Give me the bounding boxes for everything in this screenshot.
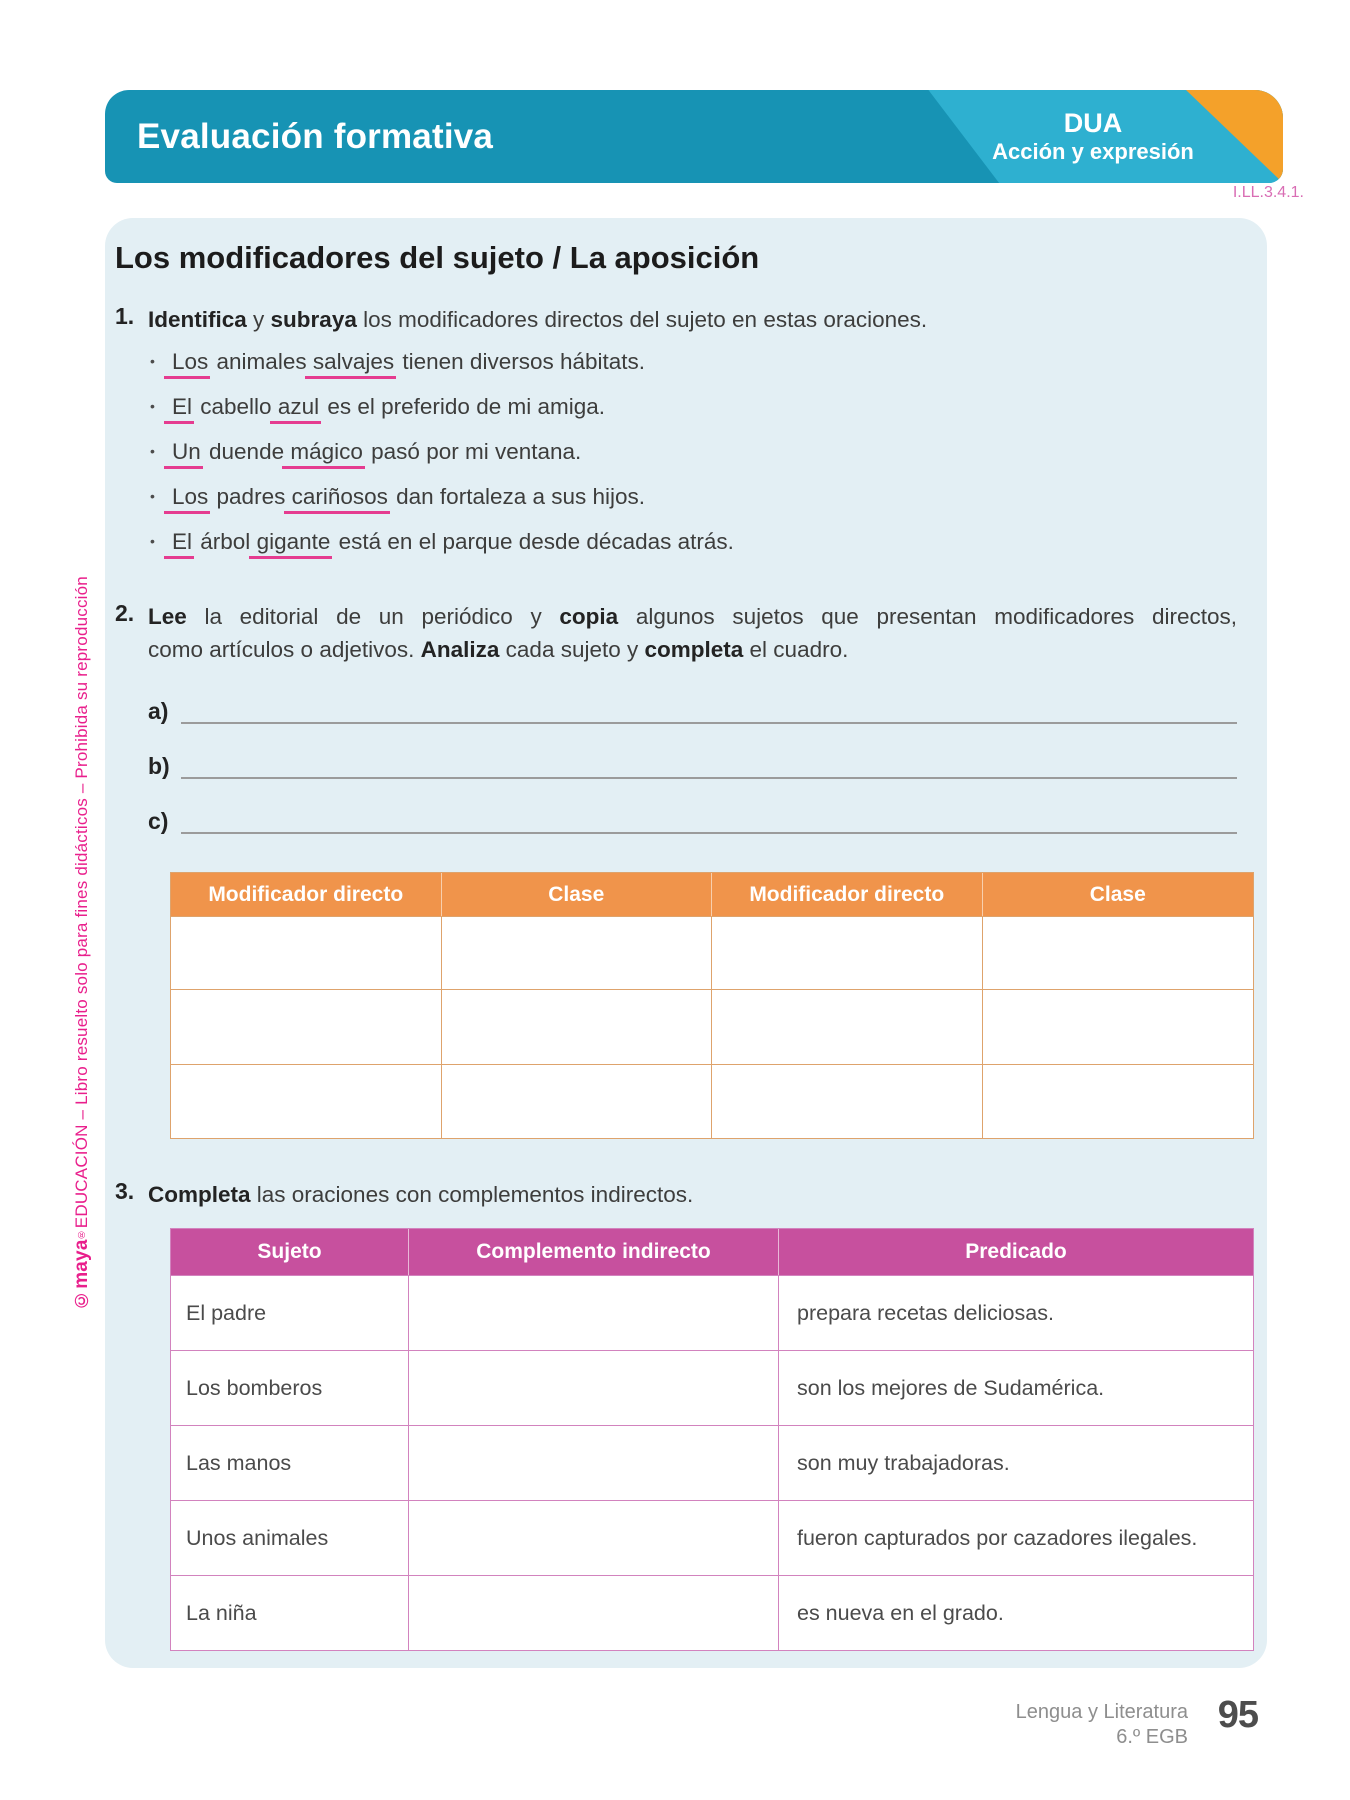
worksheet-title: Los modificadores del sujeto / La aposición (115, 240, 760, 275)
sentence-text: El cabello azul es el preferido de mi amiga. (172, 394, 605, 419)
empty-answer-cell (171, 1064, 442, 1138)
sentence-item (150, 439, 734, 464)
dua-badge (973, 108, 1213, 166)
empty-answer-cell (983, 916, 1254, 989)
sentence-text: Los animales salvajes tienen diversos hábitats. (172, 349, 645, 374)
write-line-label: b) (148, 753, 170, 779)
write-line-label: c) (148, 808, 169, 834)
table-header-cell: Modificador directo (171, 873, 442, 916)
sentence-item (150, 484, 734, 509)
sidebar-copyright (71, 460, 93, 1310)
subject-cell: La niña (171, 1575, 409, 1650)
predicate-cell: son los mejores de Sudamérica. (779, 1350, 1253, 1425)
exercise-2-number: 2. (115, 600, 135, 626)
exercise-2-stem-line2: como artículos o adjetivos. Analiza cada sujeto y completa el cuadro. (148, 637, 849, 662)
write-line-a (148, 698, 1237, 724)
subject-cell: El padre (171, 1275, 409, 1350)
dua-badge-title: DUA (1063, 107, 1123, 138)
exercise-1-stem: Identifica y subraya los modificadores directos del sujeto en estas oraciones. (148, 307, 928, 332)
sentence-item (150, 394, 734, 419)
answer-rule-line (181, 753, 1237, 779)
sentence-item (150, 529, 734, 554)
bullet-icon: • (150, 443, 155, 459)
page-number: 95 (1217, 1694, 1258, 1736)
exercise-3-number: 3. (115, 1178, 135, 1204)
table-header-cell: Complemento indirecto (409, 1229, 779, 1275)
write-line-c (148, 808, 1237, 834)
sentence-text: Los padres cariñosos dan fortaleza a sus hijos. (172, 484, 645, 509)
dua-badge-subtitle: Acción y expresión (992, 139, 1194, 165)
table-header-cell: Sujeto (171, 1229, 409, 1275)
modificadores-table (170, 872, 1254, 1139)
footer-subject: Lengua y Literatura (1015, 1701, 1188, 1723)
answer-rule-line (181, 698, 1237, 724)
empty-answer-cell (409, 1350, 779, 1425)
footer-grade: 6.º EGB (1116, 1726, 1188, 1748)
bullet-icon: • (150, 398, 155, 414)
empty-answer-cell (409, 1575, 779, 1650)
empty-answer-cell (171, 916, 442, 989)
empty-answer-cell (171, 989, 442, 1064)
registered-mark: ® (76, 1228, 87, 1240)
table-header-cell: Predicado (779, 1229, 1253, 1275)
complementos-table (170, 1228, 1254, 1651)
write-line-b (148, 753, 1237, 779)
exercise-3-stem: Completa las oraciones con complementos indirectos. (148, 1182, 694, 1207)
bullet-icon: • (150, 533, 155, 549)
subject-cell: Unos animales (171, 1500, 409, 1575)
empty-answer-cell (712, 989, 983, 1064)
banner-title: Evaluación formativa (137, 116, 494, 156)
publisher-logo: ©maya (71, 1239, 92, 1310)
table-header-cell: Clase (442, 873, 713, 916)
sentence-text: Un duende mágico pasó por mi ventana. (172, 439, 581, 464)
predicate-cell: son muy trabajadoras. (779, 1425, 1253, 1500)
subject-cell: Las manos (171, 1425, 409, 1500)
exercise-2-stem (148, 600, 1237, 666)
sentence-item (150, 349, 734, 374)
empty-answer-cell (409, 1425, 779, 1500)
empty-answer-cell (712, 1064, 983, 1138)
bullet-icon: • (150, 353, 155, 369)
empty-answer-cell (409, 1500, 779, 1575)
table-header-cell: Clase (983, 873, 1254, 916)
predicate-cell: fueron capturados por cazadores ilegales. (779, 1500, 1253, 1575)
section-banner (105, 90, 1283, 183)
subject-cell: Los bomberos (171, 1350, 409, 1425)
footer-book-info (1016, 1700, 1188, 1750)
empty-answer-cell (442, 916, 713, 989)
table-header-cell: Modificador directo (712, 873, 983, 916)
empty-answer-cell (442, 989, 713, 1064)
predicate-cell: prepara recetas deliciosas. (779, 1275, 1253, 1350)
sentence-text: El árbol gigante está en el parque desde décadas atrás. (172, 529, 734, 554)
empty-answer-cell (409, 1275, 779, 1350)
write-line-label: a) (148, 698, 169, 724)
empty-answer-cell (442, 1064, 713, 1138)
exercise-1-sentences (150, 349, 734, 574)
exercise-2-stem-line1: Lee la editorial de un periódico y copia algunos sujetos que presentan modificadores directos, (148, 604, 1238, 629)
empty-answer-cell (712, 916, 983, 989)
predicate-cell: es nueva en el grado. (779, 1575, 1253, 1650)
empty-answer-cell (983, 989, 1254, 1064)
curriculum-standard-code: I.LL.3.4.1. (1232, 184, 1304, 201)
answer-rule-line (181, 808, 1237, 834)
empty-answer-cell (983, 1064, 1254, 1138)
exercise-1-number: 1. (115, 303, 135, 329)
copyright-text: EDUCACIÓN – Libro resuelto solo para fines didácticos – Prohibida su reproducción (72, 576, 91, 1229)
bullet-icon: • (150, 488, 155, 504)
